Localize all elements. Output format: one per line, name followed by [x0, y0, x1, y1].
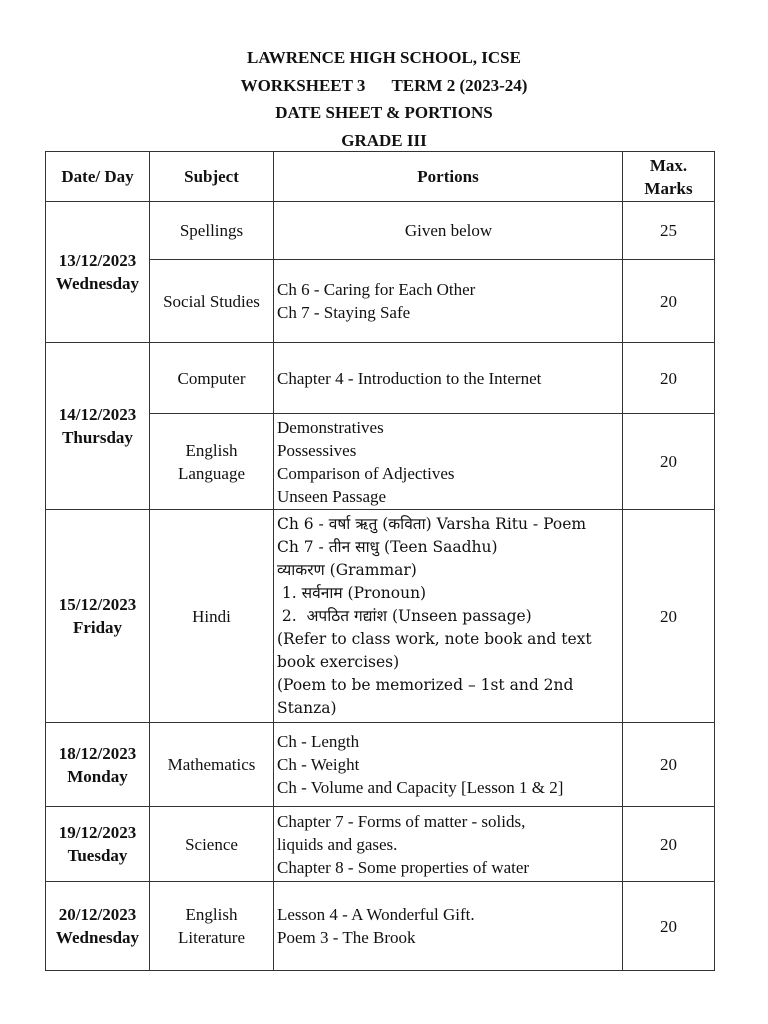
subject-cell: [150, 723, 274, 807]
portion-line: Poem 3 - The Brook: [277, 928, 416, 947]
table-row: [46, 807, 715, 882]
portion-line: Unseen Passage: [277, 486, 387, 506]
portion-line: Lesson 4 - A Wonderful Gift.: [277, 905, 475, 924]
day-text: Monday: [67, 766, 128, 786]
portion-line: book exercises): [277, 652, 400, 671]
column-header-subject: Subject: [150, 152, 274, 202]
day-text: Wednesday: [55, 274, 140, 293]
subject-text: English: [185, 905, 238, 924]
portion-line: व्याकरण (Grammar): [277, 560, 417, 579]
date-text: 15/12/2023: [58, 595, 137, 614]
portion-line: Ch 6 - वर्षा ऋतु (कविता) Varsha Ritu - Poem: [277, 514, 587, 533]
column-header-marks-text: Max. Marks: [644, 155, 693, 198]
portion-line: Ch - Weight: [277, 755, 360, 774]
subject-cell: [150, 510, 274, 723]
portion-line: Ch - Length: [277, 732, 360, 751]
table-row: [46, 882, 715, 971]
subject-text: Social Studies: [163, 291, 260, 311]
subject-text: Mathematics: [167, 755, 256, 774]
portions-cell: [274, 882, 623, 971]
column-header-marks: [623, 152, 715, 202]
portions-cell: [274, 260, 623, 343]
document-header: [0, 44, 768, 154]
portion-line: Chapter 7 - Forms of matter - solids,: [277, 811, 526, 831]
portion-line: (Poem to be memorized – 1st and 2nd: [277, 675, 574, 694]
subject-cell: [150, 882, 274, 971]
term-label: TERM 2 (2023-24): [391, 75, 528, 95]
portions-cell: [274, 202, 623, 260]
subject-text: Language: [177, 463, 246, 483]
marks-cell: 20: [623, 882, 715, 971]
portion-line: Possessives: [277, 440, 357, 460]
school-name: LAWRENCE HIGH SCHOOL, ICSE: [247, 48, 521, 67]
table-row: [46, 202, 715, 260]
subject-text: Science: [185, 834, 238, 854]
day-text: Wednesday: [55, 928, 140, 947]
date-text: 14/12/2023: [58, 405, 137, 424]
subject-cell: [150, 260, 274, 343]
worksheet-term-line: [0, 72, 768, 100]
marks-cell: 20: [623, 807, 715, 882]
portion-line: Chapter 4 - Introduction to the Internet: [277, 368, 542, 388]
portion-line: Comparison of Adjectives: [277, 463, 455, 483]
portions-cell: [274, 343, 623, 414]
portion-line: Given below: [404, 221, 493, 240]
subject-cell: [150, 343, 274, 414]
marks-cell: 20: [623, 723, 715, 807]
portion-line: Ch 7 - Staying Safe: [277, 303, 411, 322]
portions-cell: [274, 807, 623, 882]
portion-line: 2. अपठित गद्यांश (Unseen passage): [277, 606, 532, 625]
date-text: 20/12/2023: [58, 905, 137, 924]
table-row: [46, 510, 715, 723]
subject-text: Literature: [177, 928, 245, 947]
portion-line: Demonstratives: [277, 417, 384, 437]
portion-line: Stanza): [277, 698, 337, 717]
table-row: [46, 723, 715, 807]
portion-line: (Refer to class work, note book and text: [277, 629, 592, 648]
grade-label: GRADE III: [341, 130, 427, 150]
marks-cell: 20: [623, 414, 715, 510]
portion-line: liquids and gases.: [277, 834, 398, 854]
column-header-date: Date/ Day: [46, 152, 150, 202]
date-cell: [46, 343, 150, 510]
subject-cell: [150, 414, 274, 510]
subject-cell: [150, 807, 274, 882]
portions-cell: [274, 723, 623, 807]
subject-cell: [150, 202, 274, 260]
date-cell: [46, 510, 150, 723]
date-text: 19/12/2023: [58, 823, 137, 842]
marks-cell: 25: [623, 202, 715, 260]
date-cell: [46, 723, 150, 807]
portions-cell: [274, 414, 623, 510]
subject-text: English: [185, 440, 238, 460]
day-text: Friday: [72, 618, 123, 637]
marks-cell: 20: [623, 343, 715, 414]
marks-cell: 20: [623, 260, 715, 343]
date-sheet-table: [45, 151, 715, 971]
document-title: DATE SHEET & PORTIONS: [275, 103, 493, 122]
portion-line: 1. सर्वनाम (Pronoun): [277, 583, 427, 602]
table-row: [46, 343, 715, 414]
portion-line: Ch 6 - Caring for Each Other: [277, 280, 476, 299]
date-cell: [46, 807, 150, 882]
date-cell: [46, 202, 150, 343]
subject-text: Spellings: [179, 221, 244, 240]
date-text: 18/12/2023: [58, 743, 137, 763]
portion-line: Ch - Volume and Capacity [Lesson 1 & 2]: [277, 778, 564, 797]
day-text: Tuesday: [67, 846, 128, 865]
date-cell: [46, 882, 150, 971]
portion-line: Ch 7 - तीन साधु (Teen Saadhu): [277, 537, 498, 556]
date-text: 13/12/2023: [58, 251, 137, 270]
worksheet-label: WORKSHEET 3: [240, 75, 366, 95]
portions-cell: [274, 510, 623, 723]
subject-text: Computer: [177, 368, 246, 388]
portion-line: Chapter 8 - Some properties of water: [277, 857, 530, 877]
marks-cell: 20: [623, 510, 715, 723]
column-header-portions: Portions: [274, 152, 623, 202]
subject-text: Hindi: [192, 606, 231, 626]
table-header-row: [46, 152, 715, 202]
day-text: Thursday: [62, 428, 133, 447]
